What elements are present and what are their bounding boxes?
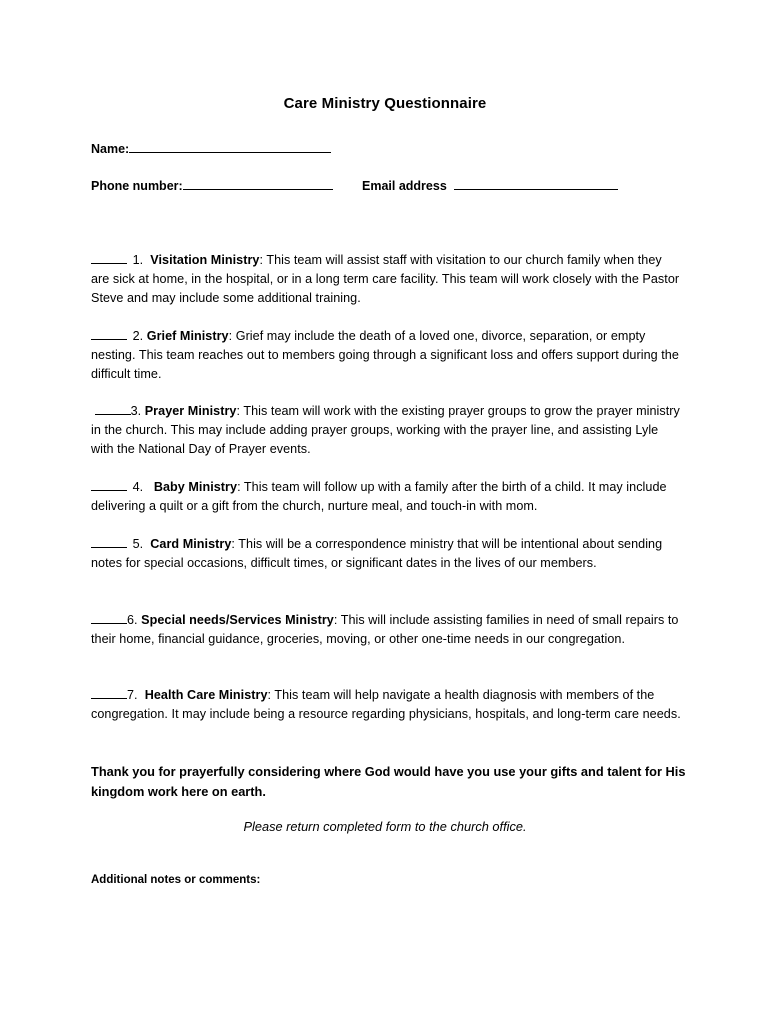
item-name: Card Ministry: [150, 537, 232, 551]
email-label: Email address: [362, 179, 447, 193]
ministry-checkbox-line[interactable]: [95, 402, 131, 415]
email-field: [362, 177, 618, 193]
item-name: Grief Ministry: [146, 329, 229, 343]
item-description: : This will be a correspondence ministry that will be intentional about sending notes for special occasions, difficult times, or significant dates in the lives of our members.: [91, 537, 663, 571]
item-description: : This team will assist staff with visitation to our church family when they are sick at home, in the hospital, or in a long term care facility. This team will work closely with the Pastor Steve and may include some additional training.: [91, 253, 680, 306]
item-number: 5.: [132, 537, 144, 551]
phone-field: [91, 177, 333, 193]
ministry-checkbox-line[interactable]: [91, 327, 127, 340]
ministry-item-health-care: [91, 686, 681, 724]
ministry-checkbox-line[interactable]: [91, 535, 127, 548]
ministry-item-visitation: [91, 251, 681, 309]
item-description: : This team will follow up with a family after the birth of a child. It may include delivering a quilt or a gift from the church, nurture meal, and touch-in with mom.: [91, 480, 667, 514]
ministry-item-grief: [91, 327, 681, 385]
ministry-checkbox-line[interactable]: [91, 251, 127, 264]
item-description: : This team will help navigate a health diagnosis with members of the congregation. It may include being a resource regarding physicians, hospitals, and long-term care needs.: [91, 688, 681, 722]
item-name: Visitation Ministry: [150, 253, 260, 267]
item-number: 2.: [132, 329, 144, 343]
additional-notes-label: Additional notes or comments:: [91, 874, 261, 886]
item-number: 4.: [132, 480, 144, 494]
name-label: Name:: [91, 142, 130, 156]
name-field: [91, 140, 331, 156]
page-title: Care Ministry Questionnaire: [283, 95, 487, 112]
item-name: Baby Ministry: [153, 480, 238, 494]
thank-you-note: Thank you for prayerfully considering where God would have you use your gifts and talent for His kingdom work here on earth.: [91, 764, 686, 799]
ministry-item-special-needs: [91, 611, 681, 649]
ministry-checkbox-line[interactable]: [91, 686, 127, 699]
ministry-item-prayer: [91, 402, 681, 460]
item-number: 1.: [132, 253, 144, 267]
email-blank-line[interactable]: [454, 177, 618, 190]
item-description: : This team will work with the existing prayer groups to grow the prayer ministry in the church. This may include adding prayer groups, working with the prayer line, and assisting Lyle with the National Day of Prayer events.: [91, 404, 680, 457]
phone-blank-line[interactable]: [183, 177, 333, 190]
item-number: 7.: [127, 688, 138, 702]
return-instructions: Please return completed form to the church office.: [243, 819, 527, 834]
item-name: Prayer Ministry: [144, 404, 237, 418]
item-number: 3.: [130, 404, 142, 418]
item-description: : This will include assisting families in need of small repairs to their home, financial guidance, groceries, moving, or other one-time needs in our congregation.: [91, 613, 679, 647]
item-description: : Grief may include the death of a loved one, divorce, separation, or empty nesting. This team reaches out to members going through a significant loss and offers support during the difficult time.: [91, 329, 679, 382]
ministry-item-baby: [91, 478, 681, 516]
item-number: 6.: [127, 613, 138, 627]
ministry-checkbox-line[interactable]: [91, 478, 127, 491]
ministry-item-card: [91, 535, 681, 573]
phone-label: Phone number:: [91, 179, 183, 193]
ministry-checkbox-line[interactable]: [91, 611, 127, 624]
item-name: Special needs/Services Ministry: [141, 613, 334, 627]
item-name: Health Care Ministry: [144, 688, 268, 702]
name-blank-line[interactable]: [129, 140, 331, 153]
